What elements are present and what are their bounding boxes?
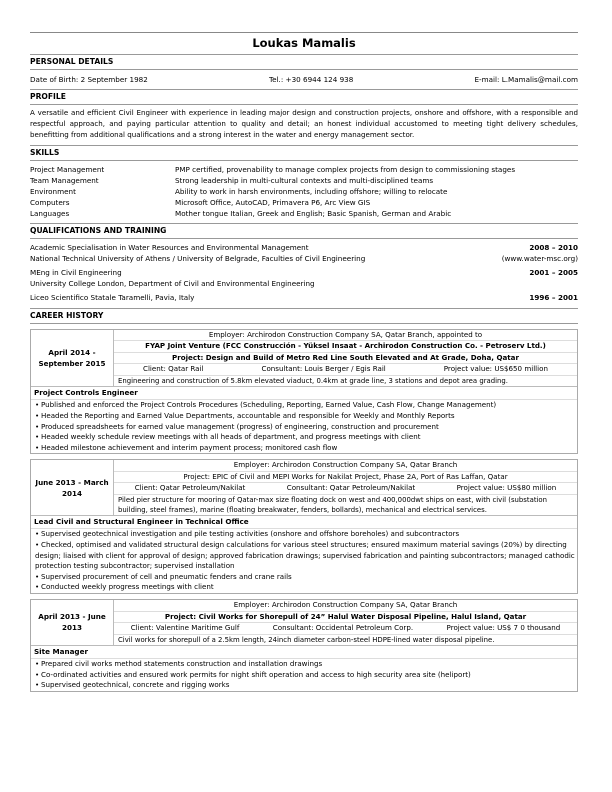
personal-details-header: PERSONAL DETAILS xyxy=(30,54,578,70)
skill-name: Project Management xyxy=(30,165,105,174)
list-item: • Prepared civil works method statements construction and installation drawings xyxy=(35,659,577,670)
job-value: Project value: US$650 million xyxy=(443,364,548,374)
job-description: Piled pier structure for mooring of Qatar-max size floating dock on west and 400,000dwt ships on east, with civil (substation building, steel frames), marine (floating breakwater, fenders, bollards), mechanical and electrical services. xyxy=(118,495,548,514)
qualification-item xyxy=(30,293,578,304)
job-value: Project value: US$ 7 0 thousand xyxy=(446,623,561,632)
skill-name: Team Management xyxy=(30,176,99,185)
job-project: Project: EPIC of Civil and MEPI Works for Nakilat Project, Phase 2A, Port of Ras Laffan, Qatar xyxy=(114,472,577,484)
list-item: • Supervised geotechnical, concrete and rigging works xyxy=(35,680,577,691)
qualification-website: (www.water-msc.org) xyxy=(501,253,578,263)
candidate-name: Loukas Mamalis xyxy=(30,32,578,53)
skill-value: Mother tongue Italian, Greek and English; Basic Spanish, German and Arabic xyxy=(175,209,452,218)
qualification-title: MEng in Civil Engineering xyxy=(30,268,122,278)
qualification-dates: 2001 – 2005 xyxy=(529,268,578,278)
qualification-title: Academic Specialisation in Water Resources and Environmental Management xyxy=(30,243,309,252)
job-client: Client: Valentine Maritime Gulf xyxy=(130,623,240,632)
job-role: Site Manager xyxy=(31,646,577,660)
job-consultant: Consultant: Occidental Petroleum Corp. xyxy=(272,623,414,632)
list-item: • Conducted weekly progress meetings with client xyxy=(35,582,577,593)
list-item: • Checked, optimised and validated structural design calculations for various steel structures; ensured maximum material savings (20%) by directing design; liaised with client for approval of design; approved fabrication drawings; supervised fabrication and painting subcontractors; managed cathodic protection testing subcontractor; supervised installation xyxy=(35,540,577,572)
job-dates: April 2014 - September 2015 xyxy=(31,330,114,386)
job-entry xyxy=(30,459,578,594)
job-employer: Employer: Archirodon Construction Company SA, Qatar Branch xyxy=(114,600,577,612)
skill-value: Microsoft Office, AutoCAD, Primavera P6, Arc View GIS xyxy=(175,198,371,207)
job-employer: Employer: Archirodon Construction Company SA, Qatar Branch xyxy=(114,460,577,472)
career-header: CAREER HISTORY xyxy=(30,308,578,324)
list-item: • Headed milestone achievement and interim payment process; monitored cash flow xyxy=(35,443,577,454)
job-project: Project: Design and Build of Metro Red Line South Elevated and At Grade, Doha, Qatar xyxy=(114,353,577,365)
skill-row xyxy=(30,175,578,186)
job-duties xyxy=(31,400,577,453)
job-consultant: Consultant: Qatar Petroleum/Nakilat xyxy=(286,483,416,493)
job-entry xyxy=(30,329,578,454)
job-duties xyxy=(31,659,577,691)
list-item: • Published and enforced the Project Controls Procedures (Scheduling, Reporting, Earned Value, Cash Flow, Change Management) xyxy=(35,400,577,411)
list-item: • Co-ordinated activities and ensured work permits for night shift operation and access to high security area site (heliport) xyxy=(35,670,577,681)
resume-page xyxy=(30,32,578,692)
skill-row xyxy=(30,208,578,219)
job-description: Civil works for shorepull of a 2.5km length, 24inch diameter carbon-steel HDPE-lined water disposal pipeline. xyxy=(118,635,495,644)
qualification-dates: 2008 – 2010 xyxy=(529,243,578,252)
qualification-institution: National Technical University of Athens / University of Belgrade, Faculties of Civil Engineering xyxy=(30,253,366,263)
list-item: • Produced spreadsheets for earned value management (progress) of engineering, construction and procurement xyxy=(35,422,577,433)
list-item: • Headed the Reporting and Earned Value Departments, accountable and responsible for Weekly and Monthly Reports xyxy=(35,411,577,422)
skill-value: Ability to work in harsh environments, including offshore; willing to relocate xyxy=(175,187,448,196)
job-client: Client: Qatar Petroleum/Nakilat xyxy=(134,483,246,493)
list-item: • Supervised procurement of cell and pneumatic fenders and crane rails xyxy=(35,572,577,583)
date-of-birth: Date of Birth: 2 September 1982 xyxy=(30,75,148,84)
skill-name: Languages xyxy=(30,209,70,218)
job-description: Engineering and construction of 5.8km elevated viaduct, 0.4km at grade line, 3 stations and depot area grading. xyxy=(118,376,508,385)
skill-value: PMP certified, provenability to manage complex projects from design to commissioning stages xyxy=(175,165,516,174)
profile-text: A versatile and efficient Civil Engineer with experience in leading major design and construction projects, onshore and offshore, with a responsible and respectful approach, and paying particular attention to quality and detail; an honest individual accustomed to meeting tight delivery schedules, benefitting from additional qualifications and a strong interest in the water and energy management sector. xyxy=(30,108,578,139)
job-dates: June 2013 - March 2014 xyxy=(31,460,114,515)
job-project: Project: Civil Works for Shorepull of 24” Halul Water Disposal Pipeline, Halul Island, Qatar xyxy=(114,612,577,624)
skill-row xyxy=(30,164,578,175)
job-duties xyxy=(31,529,577,593)
job-role: Project Controls Engineer xyxy=(31,387,577,401)
personal-details-row xyxy=(30,74,578,86)
skill-value: Strong leadership in multi-cultural contexts and multi-disciplined teams xyxy=(175,176,434,185)
email: E-mail: L.Mamalis@mail.com xyxy=(474,75,578,84)
skill-name: Environment xyxy=(30,187,76,196)
job-dates: April 2013 - June 2013 xyxy=(31,600,114,645)
job-role: Lead Civil and Structural Engineer in Technical Office xyxy=(31,516,577,530)
telephone: Tel.: +30 6944 124 938 xyxy=(268,75,354,84)
list-item: • Supervised geotechnical investigation and pile testing activities (onshore and offshore boreholes) and subcontractors xyxy=(35,529,577,540)
skill-row xyxy=(30,197,578,208)
job-employer: Employer: Archirodon Construction Company SA, Qatar Branch, appointed to xyxy=(114,330,577,342)
skills-list xyxy=(30,164,578,219)
list-item: • Headed weekly schedule review meetings with all heads of department, and progress meetings with client xyxy=(35,432,577,443)
qualification-dates: 1996 – 2001 xyxy=(529,293,578,303)
qualifications-header: QUALIFICATIONS AND TRAINING xyxy=(30,223,578,239)
qualification-item xyxy=(30,243,578,264)
job-entry xyxy=(30,599,578,692)
qualification-item xyxy=(30,268,578,289)
job-consultant: Consultant: Louis Berger / Egis Rail xyxy=(261,364,386,374)
qualification-title: Liceo Scientifico Statale Taramelli, Pavia, Italy xyxy=(30,293,195,303)
job-value: Project value: US$80 million xyxy=(456,483,557,493)
skill-name: Computers xyxy=(30,198,70,207)
qualification-institution: University College London, Department of Civil and Environmental Engineering xyxy=(30,278,315,288)
profile-header: PROFILE xyxy=(30,89,578,105)
skill-row xyxy=(30,186,578,197)
skills-header: SKILLS xyxy=(30,145,578,161)
job-employer-detail: FYAP Joint Venture (FCC Construcción - Yüksel Insaat - Archirodon Construction Co. - Petroserv Ltd.) xyxy=(114,341,577,353)
job-client: Client: Qatar Rail xyxy=(143,364,204,374)
